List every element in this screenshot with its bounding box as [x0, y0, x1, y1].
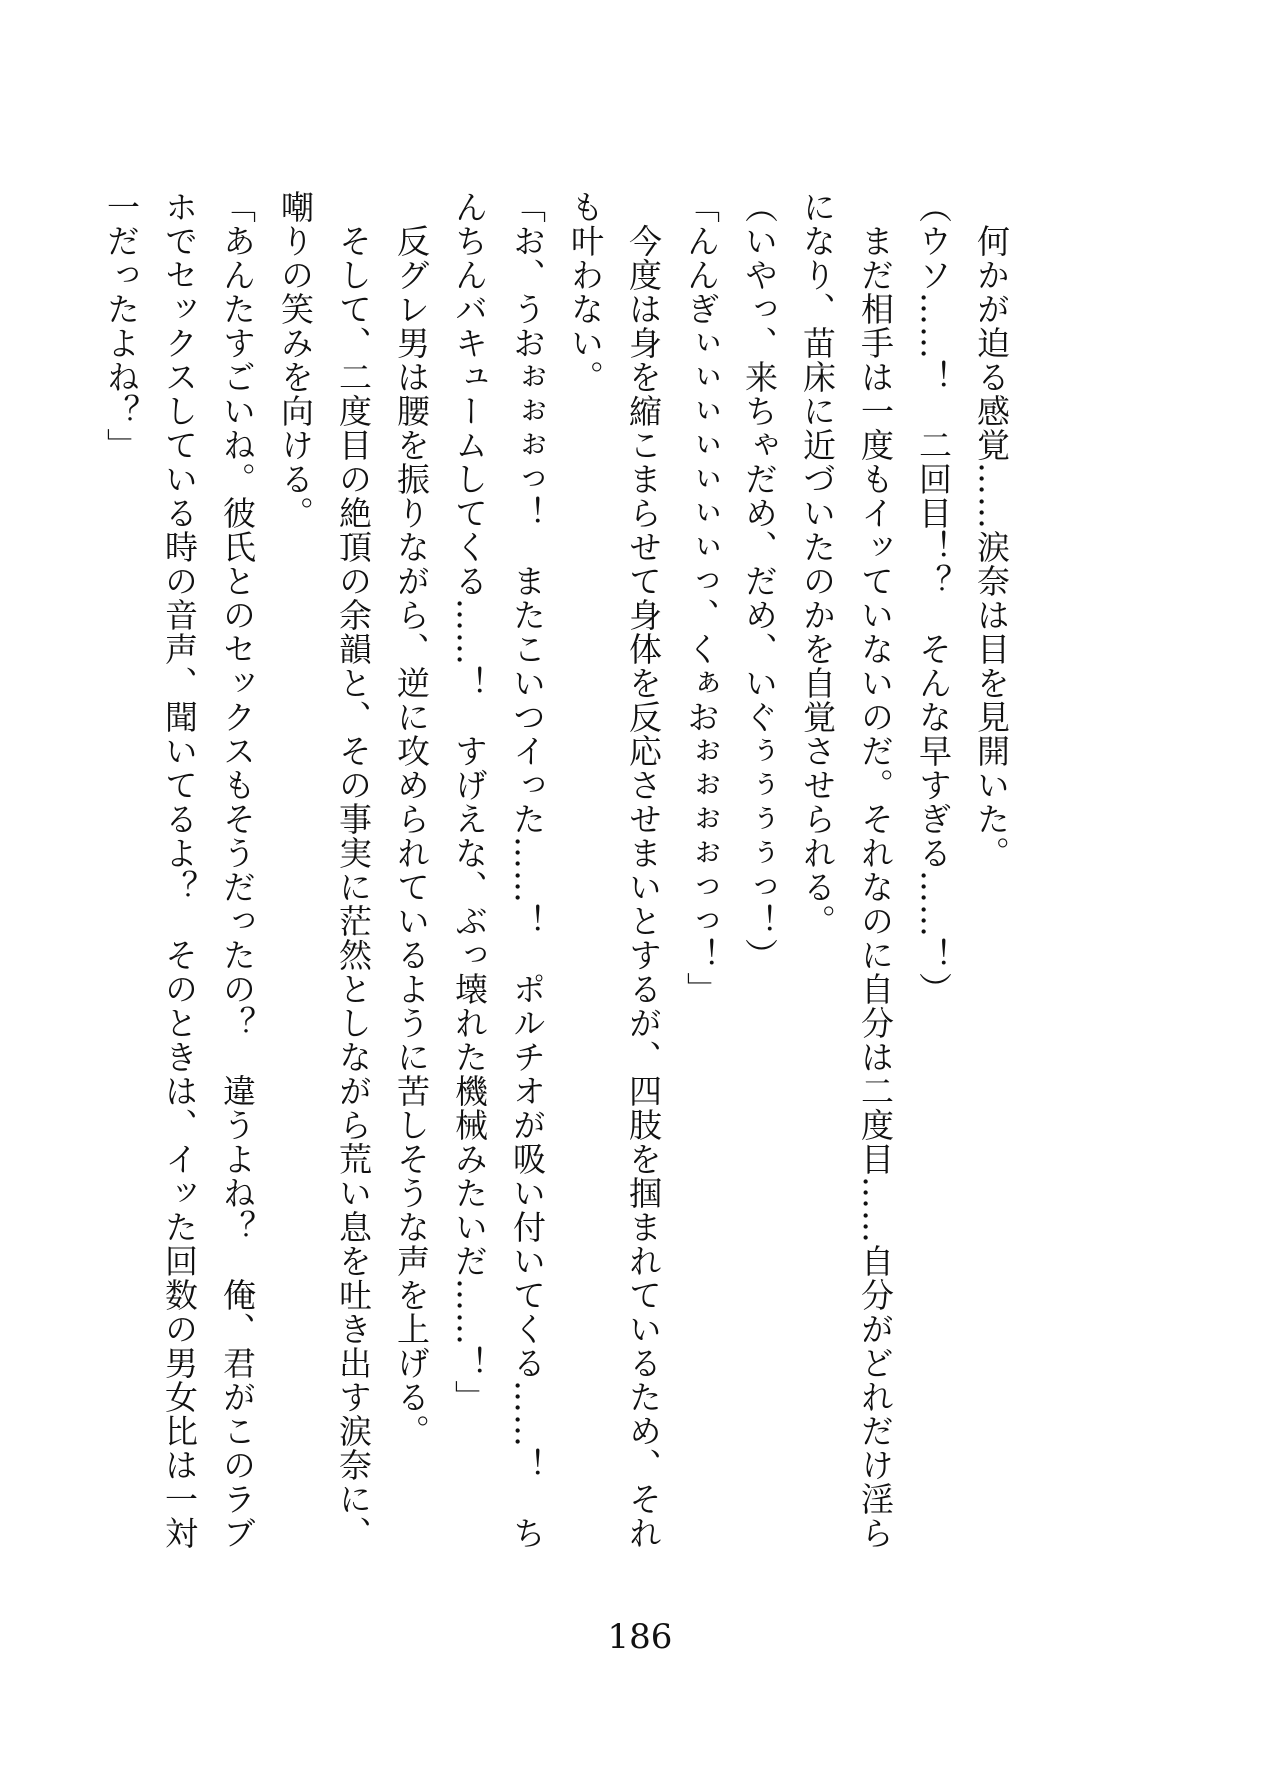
text-line: 反グレ男は腰を振りながら、逆に攻められているように苦しそうな声を上げる。: [392, 190, 431, 1448]
text-line: 今度は身を縮こまらせて身体を反応させまいとするが、四肢を掴まれているため、それ: [624, 190, 663, 1550]
text-line: も叶わない。: [566, 190, 605, 394]
text-line: （いやっ、来ちゃだめ、だめ、いぐぅぅぅぅっ！）: [740, 190, 779, 972]
text-line: 「お、うおぉぉぉっ！ またこいつイった……！ ポルチオが吸い付いてくる……！ ち: [508, 190, 547, 1550]
text-line: 「んんぎぃぃぃぃぃぃぃっ、くぁおぉぉぉぉっっ！」: [682, 190, 721, 1006]
text-line: んちんバキュームしてくる……！ すげえな、ぶっ壊れた機械みたいだ……！」: [450, 190, 489, 1414]
text-line: 一だったよね？」: [102, 190, 141, 462]
page-number: 186: [607, 1617, 673, 1657]
text-line: 何かが迫る感覚……涙奈は目を見開いた。: [972, 190, 1011, 870]
text-line: 嘲りの笑みを向ける。: [276, 190, 315, 530]
text-line: まだ相手は一度もイッていないのだ。それなのに自分は二度目……自分がどれだけ淫ら: [856, 190, 895, 1550]
text-line: そして、二度目の絶頂の余韻と、その事実に茫然としながら荒い息を吐き出す涙奈に、: [334, 190, 373, 1550]
vertical-text-body: [102, 190, 1020, 1570]
text-line: 「あんたすごいね。彼氏とのセックスもそうだったの？ 違うよね？ 俺、君がこのラブ: [218, 190, 257, 1550]
text-line: ホでセックスしている時の音声、聞いてるよ？ そのときは、イッた回数の男女比は一対: [160, 190, 199, 1550]
text-line: になり、苗床に近づいたのかを自覚させられる。: [798, 190, 837, 938]
text-line: （ウソ……！ 二回目！？ そんな早すぎる……！）: [914, 190, 953, 1006]
